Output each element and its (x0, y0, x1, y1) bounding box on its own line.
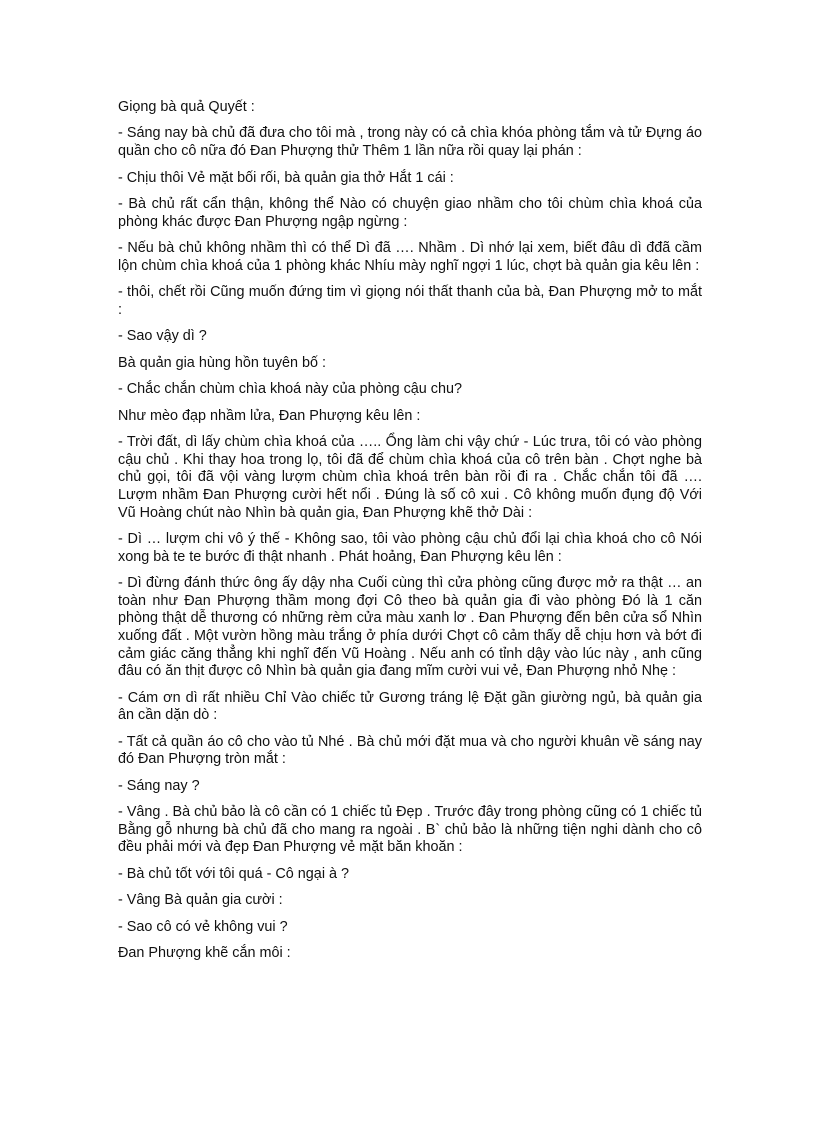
paragraph: Như mèo đạp nhầm lửa, Đan Phượng kêu lên : (118, 407, 421, 424)
paragraph: - Sao cô có vẻ không vui ? (118, 918, 288, 935)
paragraph: - Bà chủ tốt với tôi quá - Cô ngại à ? (118, 865, 350, 882)
paragraph: - Dì đừng đánh thức ông ấy dậy nha Cuối cùng thì cửa phòng cũng được mở ra thật … an toàn như Đan Phượng thầm mong đợi Cô theo bà quản gia đi vào phòng Đó là 1 căn phòng thật dễ thương có những rèm cửa màu xanh lơ . Đan Phượng đến bên cửa sổ Nhìn xuống đất . Một vườn hồng màu trắng ở phía dưới Chợt cô cảm thấy dễ chịu hơn và bớt đi cảm giác căng thẳng khi nghĩ đến Vũ Hoàng . Nếu anh có tỉnh dậy vào lúc này , anh cũng đâu có ăn thịt được cô Nhìn bà quản gia đang mĩm cười vui vẻ, Đan Phượng nhỏ Nhẹ : (118, 575, 702, 680)
paragraph: - Tất cả quần áo cô cho vào tủ Nhé . Bà chủ mới đặt mua và cho người khuân về sáng nay đó Đan Phượng tròn mắt : (118, 733, 702, 768)
document-body (118, 99, 702, 972)
paragraph: Giọng bà quả Quyết : (118, 99, 255, 115)
paragraph: - thôi, chết rồi Cũng muốn đứng tim vì giọng nói thất thanh của bà, Đan Phượng mở to mắt : (118, 284, 702, 318)
paragraph: - Trời đất, dì lấy chùm chìa khoá của ….. Ổng làm chi vậy chứ - Lúc trưa, tôi có vào phòng cậu chủ . Khi thay hoa trong lọ, tôi đã để chùm chìa khoá của cô trên bàn . Chợt nghe bà chủ gọi, tôi đã vội vàng lượm chùm chìa khoá trên bàn rồi đi ra . Chắc chắn tôi đã …. Lượm nhầm Đan Phượng cười hết nổi . Đúng là số cô xui . Cô không muốn đụng độ Với Vũ Hoàng chút nào Nhìn bà quản gia, Đan Phượng khẽ thở Dài : (118, 434, 702, 521)
paragraph: - Chắc chắn chùm chìa khoá này của phòng cậu chu? (118, 381, 462, 398)
paragraph: - Sao vậy dì ? (118, 328, 207, 345)
paragraph: - Chịu thôi Vẻ mặt bối rối, bà quản gia thở Hắt 1 cái : (118, 169, 454, 186)
paragraph: Bà quản gia hùng hồn tuyên bố : (118, 354, 327, 371)
paragraph: Đan Phượng khẽ cắn môi : (118, 945, 291, 962)
paragraph: - Cám ơn dì rất nhiều Chỉ Vào chiếc tử Gương tráng lệ Đặt gần giường ngủ, bà quản gia ân cần dặn dò : (118, 689, 702, 724)
paragraph: - Dì … lượm chi vô ý thế - Không sao, tôi vào phòng cậu chủ đổi lại chìa khoá cho cô Nói xong bà te te bước đi thật nhanh . Phát hoảng, Đan Phượng kêu lên : (118, 531, 702, 565)
paragraph: - Vâng . Bà chủ bảo là cô cần có 1 chiếc tủ Đẹp . Trước đây trong phòng cũng có 1 chiếc tủ Bằng gỗ nhưng bà chủ đã cho mang ra ngoài . B` chủ bảo là những tiện nghi dành cho cô đều phải mới và đẹp Đan Phượng vẻ mặt băn khoăn : (118, 804, 702, 856)
paragraph: - Vâng Bà quản gia cười : (118, 892, 283, 909)
paragraph: - Bà chủ rất cẩn thận, không thể Nào có chuyện giao nhầm cho tôi chùm chìa khoá của phòng khác được Đan Phượng ngập ngừng : (118, 196, 702, 230)
paragraph: - Nếu bà chủ không nhầm thì có thể Dì đã …. Nhầm . Dì nhớ lại xem, biết đâu dì đđã cầm lộn chùm chìa khoá của 1 phòng khác Nhíu mày nghĩ ngợi 1 lúc, chợt bà quản gia kêu lên : (118, 240, 702, 274)
paragraph: - Sáng nay ? (118, 777, 200, 794)
paragraph: - Sáng nay bà chủ đã đưa cho tôi mà , trong này có cả chìa khóa phòng tắm và tử Đựng áo quần cho cô nữa đó Đan Phượng thử Thêm 1 lần nữa rồi quay lại phán : (118, 125, 702, 160)
